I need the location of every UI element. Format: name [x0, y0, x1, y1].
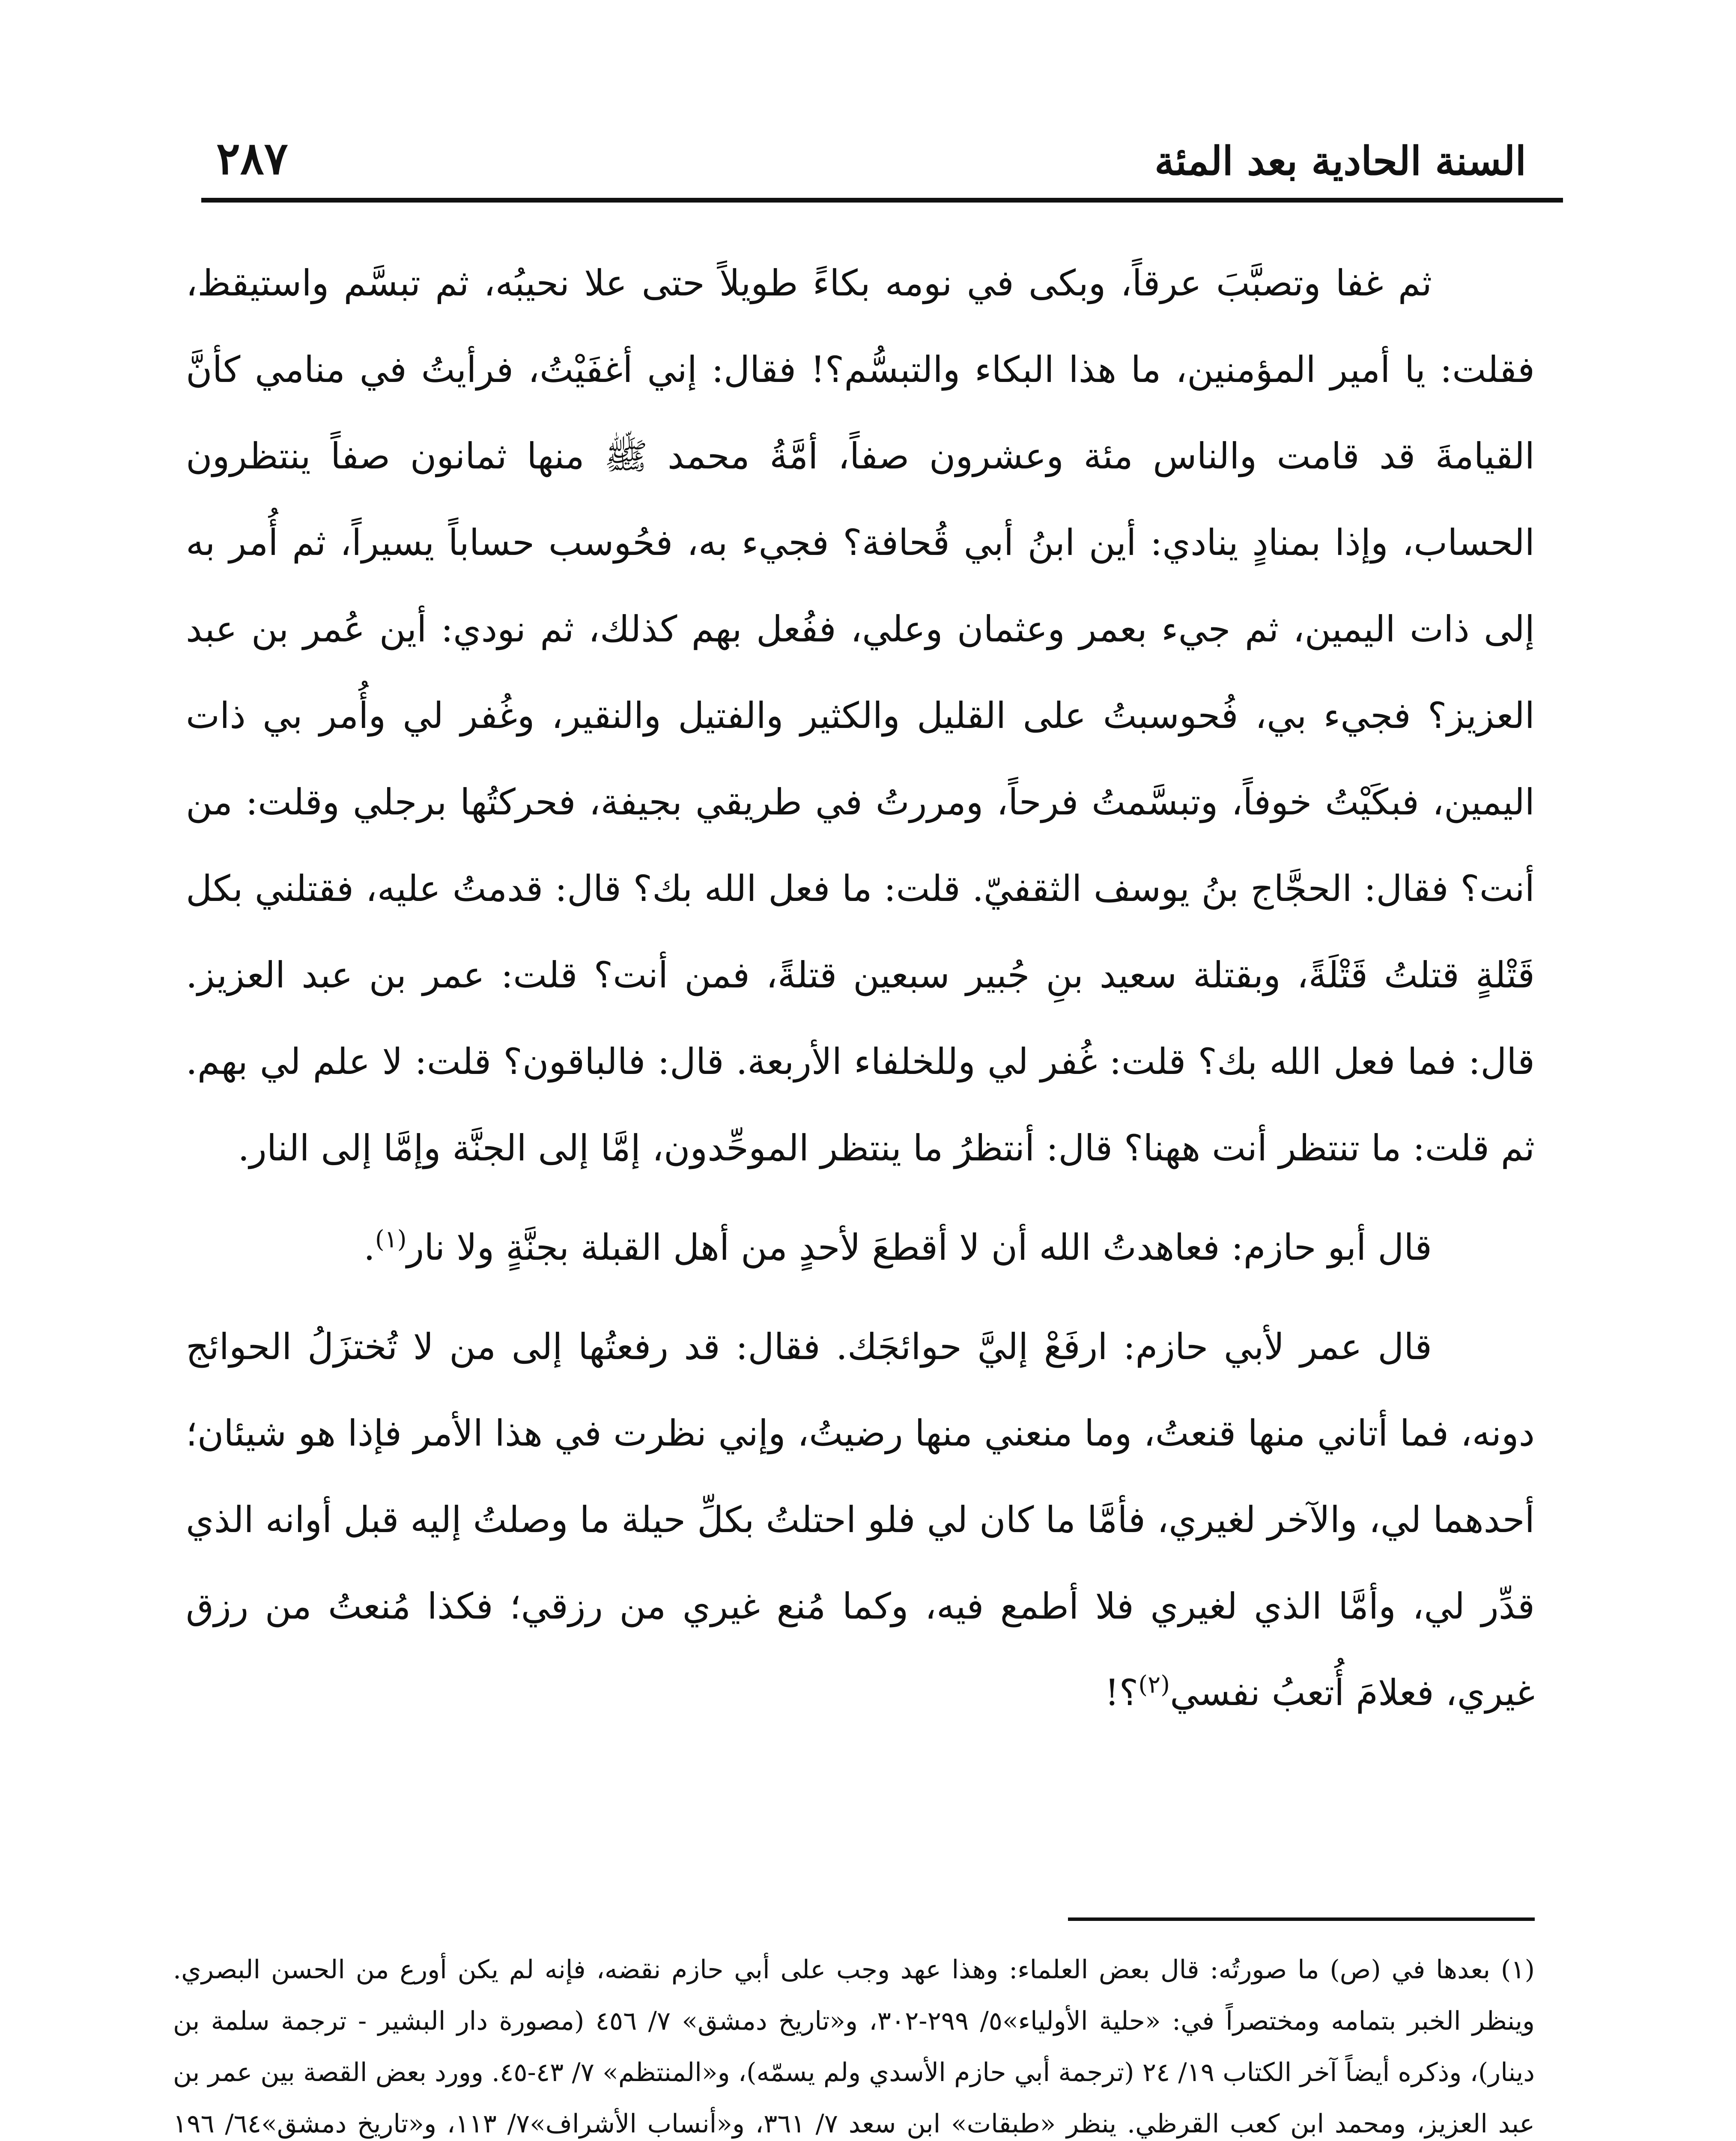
- footnotes: [173, 1944, 1535, 2141]
- paragraph-abu-hazim-end: .: [364, 1226, 375, 1268]
- page-number: ٢٨٧: [216, 132, 288, 185]
- paragraph-abu-hazim-text: قال أبو حازم: فعاهدتُ الله أن لا أقطعَ لأحدٍ من أهل القبلة بجنَّةٍ ولا نار: [406, 1226, 1432, 1268]
- paragraph-umar-text: قال عمر لأبي حازم: ارفَعْ إليَّ حوائجَك. فقال: قد رفعتُها إلى من لا تُختزَلُ الحوائج دونه، فما أتاني منها قنعتُ، وما منعني منها رضيتُ، وإني نظرت في هذا الأمر فإذا هو شيئان؛ أحدهما لي، والآخر لغيري، فأمَّا ما كان لي فلو احتلتُ بكلِّ حيلة ما وصلتُ إليه قبل أوانه الذي قدِّر لي، وأمَّا الذي لغيري فلا أطمع فيه، وكما مُنع غيري من رزقي؛ فكذا مُنعتُ من رزق غيري، فعلامَ أُتعبُ نفسي: [186, 1326, 1535, 1714]
- footnote-ref-1: (١): [375, 1226, 407, 1253]
- running-title: السنة الحادية بعد المئة: [1154, 138, 1526, 184]
- paragraph-dream: ثم غفا وتصبَّبَ عرقاً، وبكى في نومه بكاءً طويلاً حتى علا نحيبُه، ثم تبسَّم واستيقظ، فقلت: يا أمير المؤمنين، ما هذا البكاء والتبسُّم؟! فقال: إني أغفَيْتُ، فرأيتُ في منامي كأنَّ القيامةَ قد قامت والناس مئة وعشرون صفاً، أمَّةُ محمد ﷺ منها ثمانون صفاً ينتظرون الحساب، وإذا بمنادٍ ينادي: أين ابنُ أبي قُحافة؟ فجيء به، فحُوسب حساباً يسيراً، ثم أُمر به إلى ذات اليمين، ثم جيء بعمر وعثمان وعلي، ففُعل بهم كذلك، ثم نودي: أين عُمر بن عبد العزيز؟ فجيء بي، فُحوسبتُ على القليل والكثير والفتيل والنقير، وغُفر لي وأُمر بي ذات اليمين، فبكَيْتُ خوفاً، وتبسَّمتُ فرحاً، ومررتُ في طريقي بجيفة، فحركتُها برجلي وقلت: من أنت؟ فقال: الحجَّاج بنُ يوسف الثقفيّ. قلت: ما فعل الله بك؟ قال: قدمتُ عليه، فقتلني بكل قَتْلةٍ قتلتُ قَتْلَةً، وبقتلة سعيد بنِ جُبير سبعين قتلةً، فمن أنت؟ قلت: عمر بن عبد العزيز. قال: فما فعل الله بك؟ قلت: غُفر لي وللخلفاء الأربعة. قال: فالباقون؟ قلت: لا علم لي بهم. ثم قلت: ما تنتظر أنت ههنا؟ قال: أنتظرُ ما ينتظر الموحِّدون، إمَّا إلى الجنَّة وإمَّا إلى النار.: [186, 262, 1535, 1169]
- paragraph-umar-end: ؟!: [1104, 1672, 1139, 1714]
- header-rule: [201, 198, 1563, 203]
- footnote-separator: [1068, 1917, 1535, 1921]
- footnote-1: (١) بعدها في (ص) ما صورتُه: قال بعض العلماء: وهذا عهد وجب على أبي حازم نقضه، فإنه لم يكن أورع من الحسن البصري. وينظر الخبر بتمامه ومختصراً في: «حلية الأولياء»٥/ ٢٩٩-٣٠٢، و«تاريخ دمشق» ٧/ ٤٥٦ (مصورة دار البشير - ترجمة سلمة بن دينار)، وذكره أيضاً آخر الكتاب ١٩/ ٢٤ (ترجمة أبي حازم الأسدي ولم يسمّه)، و«المنتظم» ٧/ ٤٣-٤٥. وورد بعض القصة بين عمر بن عبد العزيز، ومحمد ابن كعب القرظي. ينظر «طبقات» ابن سعد ٧/ ٣٦١، و«أنساب الأشراف»٧/ ١١٣، و«تاريخ دمشق»٦٤/ ١٩٦: [173, 1955, 1535, 2139]
- paragraph-umar: [186, 1303, 1535, 1736]
- footnote-ref-2: (٢): [1138, 1671, 1170, 1699]
- paragraph-abu-hazim: [186, 1204, 1535, 1291]
- main-text: [186, 240, 1535, 1736]
